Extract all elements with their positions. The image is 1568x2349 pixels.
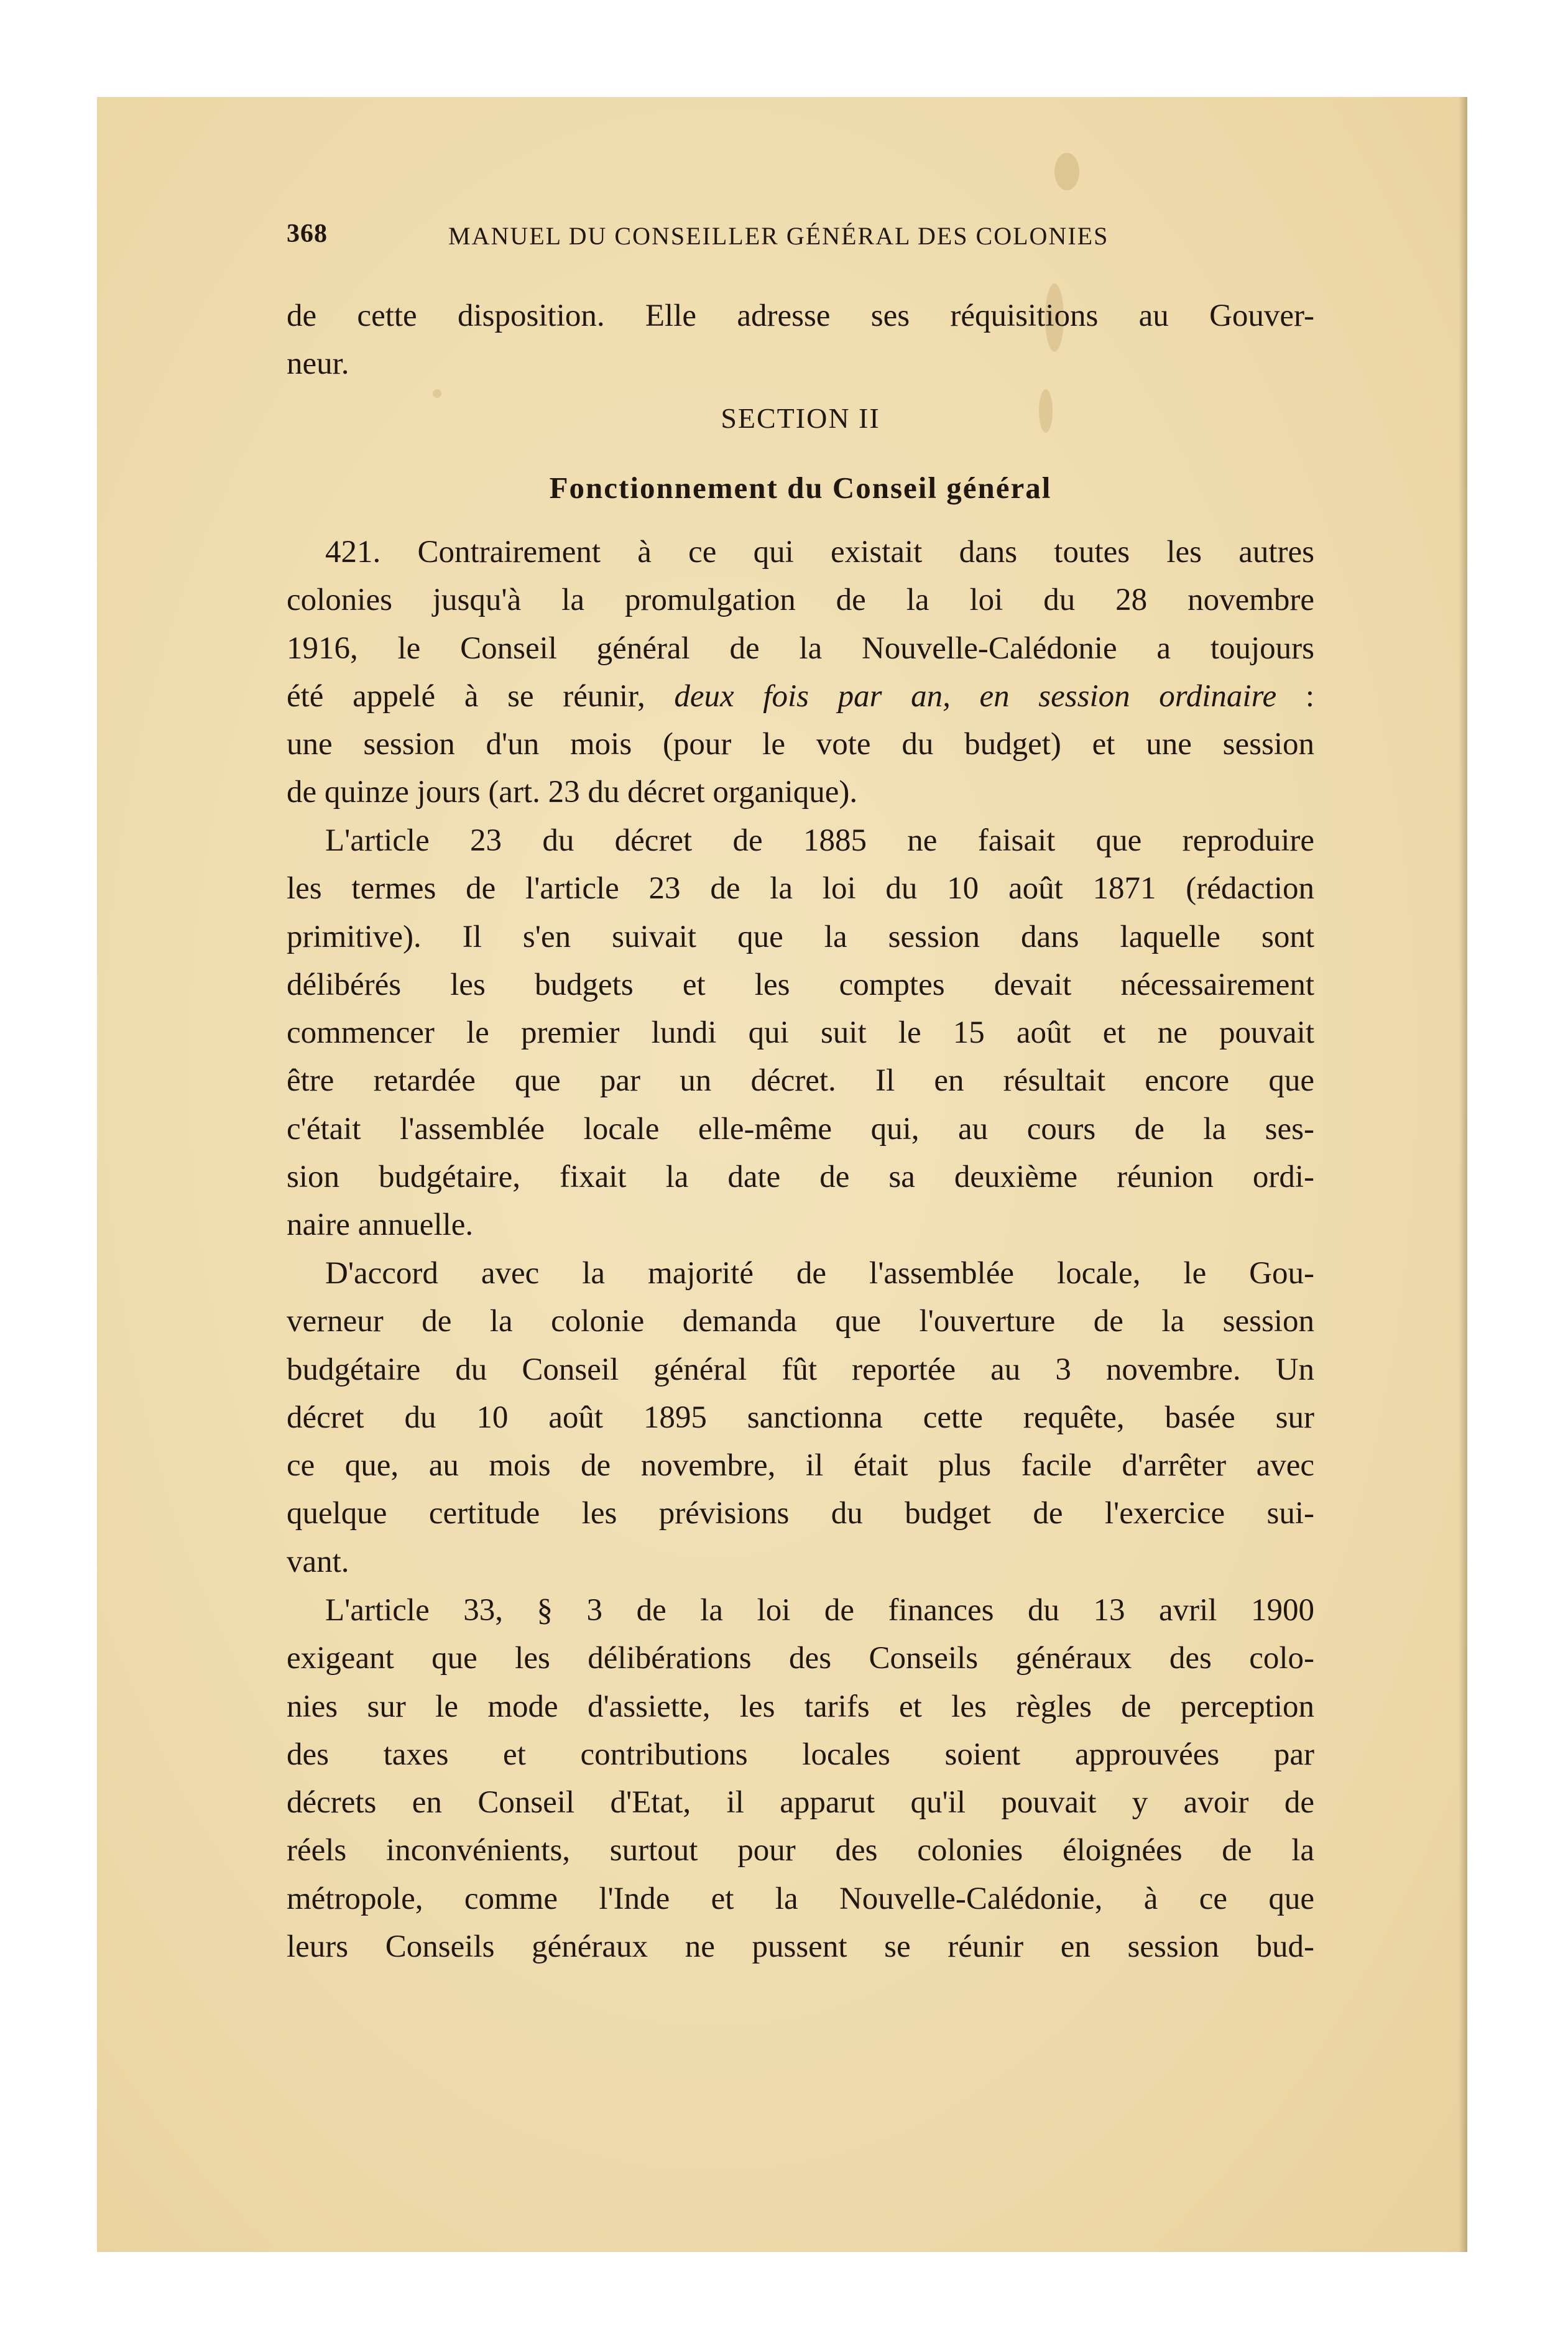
text-span: : bbox=[1276, 678, 1314, 714]
text-line: budgétaire du Conseil général fût reportée au 3 novembre. Un bbox=[287, 1352, 1314, 1387]
paper-stain bbox=[1054, 153, 1079, 190]
text-line: sion budgétaire, fixait la date de sa deuxième réunion ordi- bbox=[287, 1160, 1314, 1195]
section-title: Fonctionnement du Conseil général bbox=[549, 471, 1052, 505]
paragraph-article-23 bbox=[287, 817, 1314, 1250]
text-line: L'article 33, § 3 de la loi de finances du 13 avril 1900 bbox=[325, 1593, 1314, 1628]
text-line: L'article 23 du décret de 1885 ne faisait que reproduire bbox=[325, 823, 1314, 858]
paragraph-accord bbox=[287, 1250, 1314, 1586]
paper-stain bbox=[433, 389, 441, 398]
page-number: 368 bbox=[287, 219, 328, 248]
running-title: MANUEL DU CONSEILLER GÉNÉRAL DES COLONIES bbox=[448, 222, 1109, 250]
text-line: primitive). Il s'en suivait que la session dans laquelle sont bbox=[287, 919, 1314, 954]
text-line: décret du 10 août 1895 sanctionna cette requête, basée sur bbox=[287, 1400, 1314, 1435]
text-line: neur. bbox=[287, 346, 349, 382]
text-line: être retardée que par un décret. Il en résultait encore que bbox=[287, 1063, 1314, 1099]
page-edge-shadow bbox=[1459, 97, 1467, 2252]
text-line: les termes de l'article 23 de la loi du 10 août 1871 (rédaction bbox=[287, 871, 1314, 907]
paragraph-421 bbox=[287, 528, 1314, 817]
text-line: ce que, au mois de novembre, il était plus facile d'arrêter avec bbox=[287, 1448, 1314, 1484]
text-line: c'était l'assemblée locale elle-même qui, au cours de la ses- bbox=[287, 1111, 1314, 1147]
text-line: D'accord avec la majorité de l'assemblée locale, le Gou- bbox=[325, 1256, 1314, 1291]
text-line: 1916, le Conseil général de la Nouvelle-Calédonie a toujours bbox=[287, 630, 1314, 666]
text-line: colonies jusqu'à la promulgation de la loi du 28 novembre bbox=[287, 583, 1314, 618]
text-line: leurs Conseils généraux ne pussent se réunir en session bud- bbox=[287, 1929, 1314, 1965]
text-line: vant. bbox=[287, 1544, 349, 1579]
scanned-page bbox=[97, 97, 1467, 2252]
text-line: commencer le premier lundi qui suit le 15 août et ne pouvait bbox=[287, 1015, 1314, 1051]
text-span: été appelé à se réunir, bbox=[287, 678, 675, 714]
text-line: des taxes et contributions locales soient approuvées par bbox=[287, 1737, 1314, 1772]
text-line: naire annuelle. bbox=[287, 1207, 474, 1243]
running-head bbox=[287, 219, 1314, 256]
text-line: de cette disposition. Elle adresse ses réquisitions au Gouver- bbox=[287, 298, 1314, 333]
text-line: réels inconvénients, surtout pour des colonies éloignées de la bbox=[287, 1833, 1314, 1868]
text-line: de quinze jours (art. 23 du décret organique). bbox=[287, 775, 858, 810]
paragraph-continuation bbox=[287, 292, 1314, 389]
text-line: décrets en Conseil d'Etat, il apparut qu'il pouvait y avoir de bbox=[287, 1785, 1314, 1821]
section-label: SECTION II bbox=[721, 402, 880, 434]
text-line: verneur de la colonie demanda que l'ouverture de la session bbox=[287, 1304, 1314, 1339]
text-line: une session d'un mois (pour le vote du budget) et une session bbox=[287, 727, 1314, 762]
text-line: exigeant que les délibérations des Conseils généraux des colo- bbox=[287, 1641, 1314, 1676]
emphasis-text: deux fois par an, en session ordinaire bbox=[674, 678, 1277, 714]
text-line: nies sur le mode d'assiette, les tarifs et les règles de perception bbox=[287, 1689, 1314, 1724]
text-line bbox=[287, 673, 1314, 721]
text-line: métropole, comme l'Inde et la Nouvelle-Calédonie, à ce que bbox=[287, 1881, 1314, 1916]
text-line: 421. Contrairement à ce qui existait dans toutes les autres bbox=[325, 535, 1314, 570]
paragraph-article-33 bbox=[287, 1587, 1314, 1971]
text-line: quelque certitude les prévisions du budget de l'exercice sui- bbox=[287, 1496, 1314, 1531]
text-line: délibérés les budgets et les comptes devait nécessairement bbox=[287, 967, 1314, 1002]
